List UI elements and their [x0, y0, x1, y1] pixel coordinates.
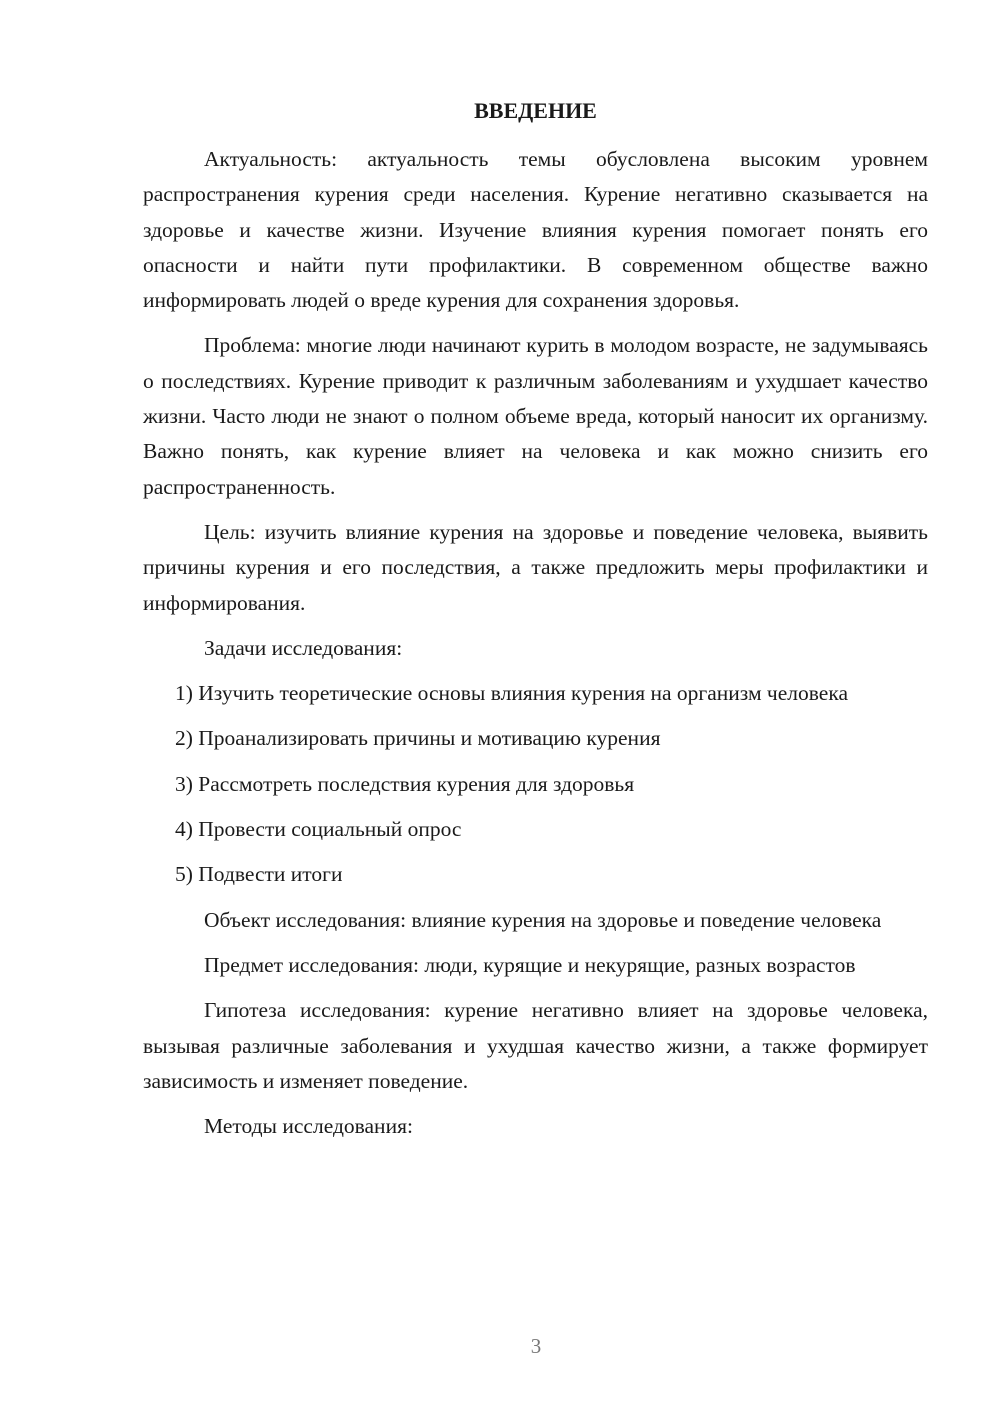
paragraph-problem: Проблема: многие люди начинают курить в молодом возрасте, не задумываясь о последствиях. Курение приводит к различным заболеваниям и ухудшает качество жизни. Часто люди не знают о полном объеме вреда, который наносит их организму. Важно понять, как курение влияет на человека и как можно снизить его распространенность.	[143, 333, 928, 499]
task-item-1: 1) Изучить теоретические основы влияния курения на организм человека	[175, 681, 848, 706]
tasks-heading: Задачи исследования:	[204, 635, 403, 660]
task-item-2: 2) Проанализировать причины и мотивацию курения	[175, 726, 661, 751]
body-text	[143, 142, 928, 1154]
page-title: ВВЕДЕНИЕ	[474, 98, 597, 123]
task-item-3: 3) Рассмотреть последствия курения для здоровья	[175, 771, 635, 796]
paragraph-methods: Методы исследования:	[204, 1114, 413, 1139]
paragraph-subject: Предмет исследования: люди, курящие и некурящие, разных возрастов	[204, 952, 856, 977]
paragraph-object: Объект исследования: влияние курения на здоровье и поведение человека	[204, 907, 882, 932]
task-item-5: 5) Подвести итоги	[175, 862, 343, 887]
paragraph-relevance: Актуальность: актуальность темы обусловлена высоким уровнем распространения курения среди населения. Курение негативно сказывается на здоровье и качестве жизни. Изучение влияния курения помогает понять его опасности и найти пути профилактики. В современном обществе важно информировать людей о вреде курения для сохранения здоровья.	[143, 147, 928, 313]
paragraph-hypothesis: Гипотеза исследования: курение негативно влияет на здоровье человека, вызывая различные заболевания и ухудшая качество жизни, а также формирует зависимость и изменяет поведение.	[143, 998, 928, 1093]
task-item-4: 4) Провести социальный опрос	[175, 817, 462, 842]
paragraph-goal: Цель: изучить влияние курения на здоровье и поведение человека, выявить причины курения и его последствия, а также предложить меры профилактики и информирования.	[143, 519, 928, 615]
page-number: 3	[530, 1334, 542, 1358]
